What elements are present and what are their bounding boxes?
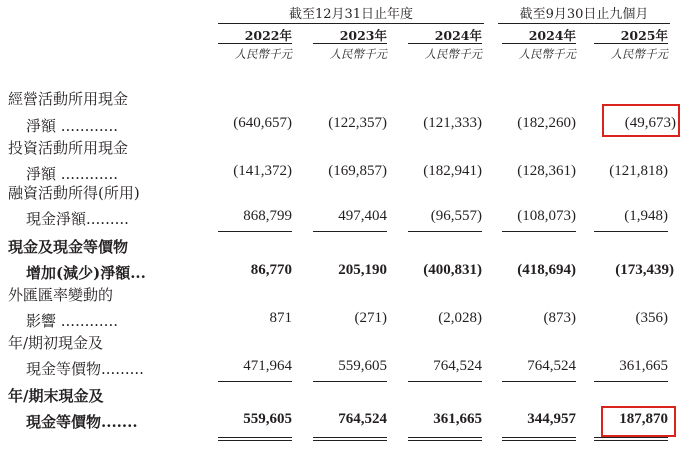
total-rule (313, 437, 387, 438)
row-label-line2: 影響 ............ (26, 312, 118, 330)
total-rule (408, 437, 482, 438)
year-header-2025-9m: 2025年 (620, 28, 668, 43)
table-cell: (182,941) (423, 163, 482, 179)
row-label-line1: 融資活動所得(所用) (8, 184, 140, 202)
row-label-line2: 現金等價物......... (26, 360, 144, 378)
row-label-line1: 經營活動所用現金 (8, 90, 129, 108)
table-cell-highlighted: (49,673) (624, 115, 676, 131)
subtotal-rule (594, 381, 668, 382)
table-cell: 764,524 (527, 358, 576, 374)
table-cell: (122,357) (328, 115, 387, 131)
table-cell: (2,028) (438, 310, 482, 326)
table-cell: (356) (635, 310, 668, 326)
table-cell: (173,439) (615, 262, 674, 278)
table-cell: (141,372) (233, 163, 292, 179)
row-label-line2: 現金等價物....... (26, 413, 138, 431)
row-label-line1: 年/期初現金及 (8, 334, 104, 352)
year-rule (313, 43, 387, 44)
header-group-nine-months: 截至9月30日止九個月 (519, 7, 649, 22)
subtotal-rule (594, 231, 668, 232)
table-cell: (121,333) (423, 115, 482, 131)
table-cell: 764,524 (338, 411, 387, 427)
table-cell: 497,404 (338, 208, 387, 224)
table-cell: (418,694) (517, 262, 576, 278)
table-cell: (1,948) (624, 208, 668, 224)
unit-label: 人民幣千元 (329, 47, 387, 61)
subtotal-rule (218, 231, 292, 232)
year-rule (408, 43, 482, 44)
row-label-line2: 現金淨額......... (26, 210, 129, 228)
table-cell: (121,818) (609, 163, 668, 179)
table-cell: (108,073) (517, 208, 576, 224)
total-rule (594, 440, 668, 441)
subtotal-rule (408, 381, 482, 382)
total-rule (502, 440, 576, 441)
year-rule (502, 43, 576, 44)
unit-label: 人民幣千元 (518, 47, 576, 61)
table-cell: (96,557) (430, 208, 482, 224)
table-cell: (640,657) (233, 115, 292, 131)
table-cell-highlighted: 187,870 (619, 411, 668, 427)
table-cell: 361,665 (619, 358, 668, 374)
year-rule (218, 43, 292, 44)
total-rule (502, 437, 576, 438)
total-rule (408, 440, 482, 441)
table-cell: (271) (354, 310, 387, 326)
subtotal-rule (502, 381, 576, 382)
subtotal-rule (313, 231, 387, 232)
table-cell: 205,190 (338, 262, 387, 278)
table-cell: 559,605 (243, 411, 292, 427)
table-cell: 361,665 (433, 411, 482, 427)
row-label-line1: 投資活動所用現金 (8, 139, 129, 157)
row-label-line2: 增加(減少)淨額... (26, 264, 146, 282)
table-cell: (873) (543, 310, 576, 326)
total-rule (218, 440, 292, 441)
table-cell: (169,857) (328, 163, 387, 179)
row-label-line1: 現金及現金等價物 (8, 238, 129, 256)
header-group-annual: 截至12月31日止年度 (288, 7, 414, 22)
year-header-2023: 2023年 (339, 28, 387, 43)
subtotal-rule (313, 381, 387, 382)
subtotal-rule (218, 381, 292, 382)
subtotal-rule (408, 231, 482, 232)
unit-label: 人民幣千元 (234, 47, 292, 61)
table-cell: 871 (269, 310, 292, 326)
total-rule (313, 440, 387, 441)
table-cell: 86,770 (250, 262, 292, 278)
year-header-2022: 2022年 (244, 28, 292, 43)
table-cell: (182,260) (517, 115, 576, 131)
row-label-line2: 淨額 ............ (26, 117, 118, 135)
row-label-line2: 淨額 ............ (26, 165, 118, 183)
header-rule-annual (218, 23, 484, 24)
table-cell: 764,524 (433, 358, 482, 374)
table-cell: 868,799 (243, 208, 292, 224)
year-header-2024-9m: 2024年 (528, 28, 576, 43)
year-rule (594, 43, 668, 44)
total-rule (594, 437, 668, 438)
row-label-line1: 年/期末現金及 (8, 387, 104, 405)
subtotal-rule (502, 231, 576, 232)
table-cell: 559,605 (338, 358, 387, 374)
header-rule-nine-months (498, 23, 670, 24)
highlight-box (602, 104, 680, 137)
unit-label: 人民幣千元 (424, 47, 482, 61)
unit-label: 人民幣千元 (610, 47, 668, 61)
year-header-2024: 2024年 (434, 28, 482, 43)
table-cell: (128,361) (517, 163, 576, 179)
table-cell: 344,957 (527, 411, 576, 427)
total-rule (218, 437, 292, 438)
table-cell: 471,964 (243, 358, 292, 374)
highlight-box (601, 406, 676, 437)
table-cell: (400,831) (423, 262, 482, 278)
row-label-line1: 外匯匯率變動的 (8, 286, 114, 304)
